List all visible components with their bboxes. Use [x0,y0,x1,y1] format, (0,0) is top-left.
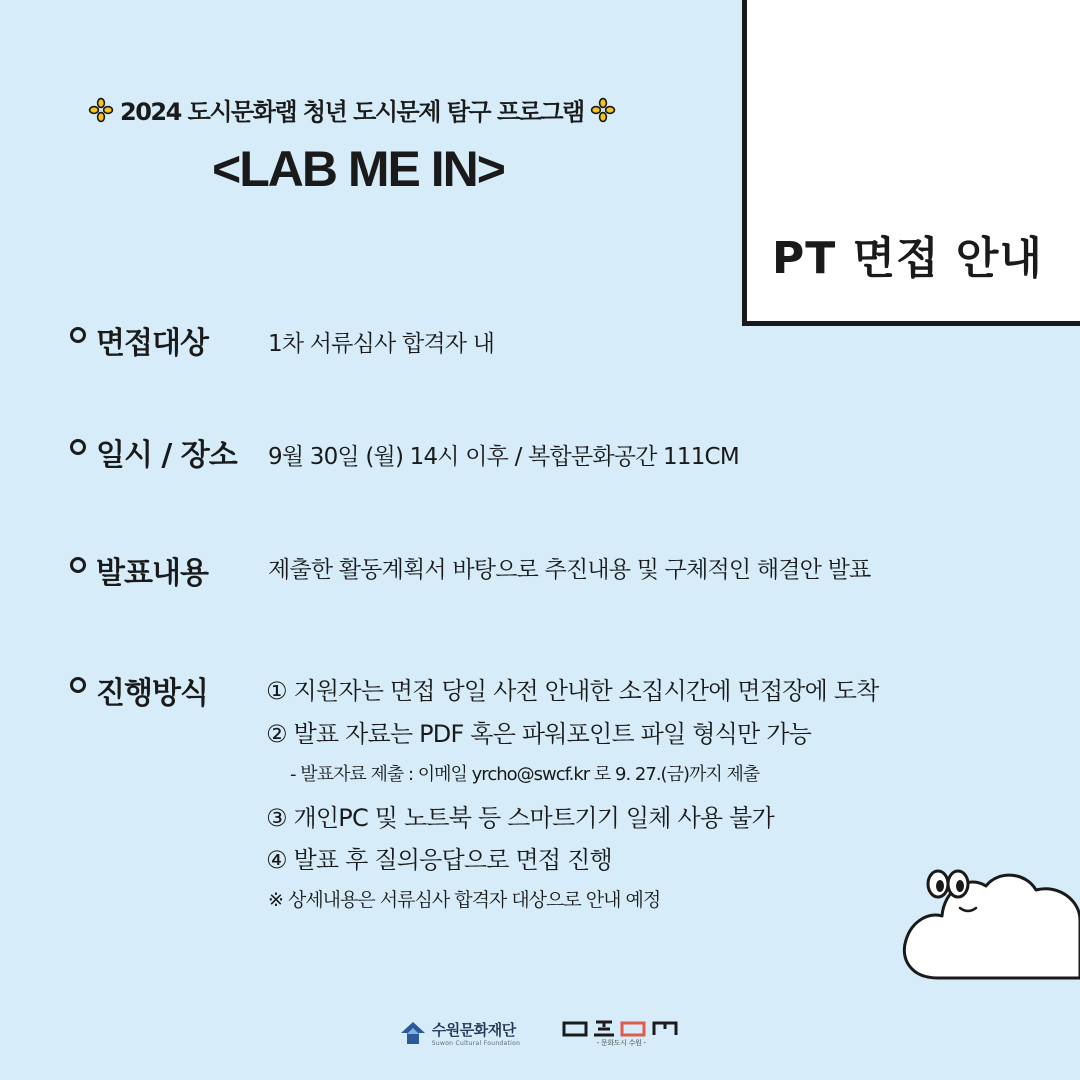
section-label-process [70,668,208,712]
bullet-icon [70,327,86,343]
section-value-target: 1차 서류심사 합격자 내 [268,331,495,357]
section-label-target [70,318,208,362]
sparkle-icon [590,97,616,123]
foundation-name-en: Suwon Cultural Foundation [431,1040,521,1047]
program-subtitle [88,92,668,127]
section-label-datetime [70,430,237,474]
sparkle-icon [88,97,114,123]
pt-interview-title: PT 면접 안내 [772,233,1043,284]
process-step: ③ 개인PC 및 노트북 등 스마트기기 일체 사용 불가 [266,804,774,832]
final-note: ※ 상세내용은 서류심사 합격자 대상으로 안내 예정 [268,889,661,911]
foundation-name-ko: 수원문화재단 [431,1021,516,1039]
bullet-icon [70,677,86,693]
program-subtitle-text: 2024 도시문화랩 청년 도시문제 탐구 프로그램 [120,98,584,126]
suwon-cultural-foundation-logo [400,1019,520,1047]
section-label-text: 발표내용 [96,556,208,591]
bullet-icon [70,439,86,455]
section-label-text: 면접대상 [96,326,208,361]
process-step: ① 지원자는 면접 당일 사전 안내한 소집시간에 면접장에 도착 [266,677,879,705]
cultural-city-suwon-logo [562,1018,680,1048]
bullet-icon [70,557,86,573]
cultural-city-wordmark-icon [562,1018,680,1038]
program-title: <LAB ME IN> [212,141,504,197]
section-value-datetime: 9월 30일 (월) 14시 이후 / 복합문화공간 111CM [268,444,739,470]
section-label-text: 일시 / 장소 [96,438,237,473]
process-step: ② 발표 자료는 PDF 혹은 파워포인트 파일 형식만 가능 [266,720,811,748]
process-step: ④ 발표 후 질의응답으로 면접 진행 [266,846,612,874]
cultural-city-caption: - 문화도시 수원 - [596,1039,646,1047]
cloud-character-icon [898,860,1080,990]
foundation-emblem-icon [400,1020,426,1046]
section-label-text: 진행방식 [96,676,208,711]
submission-note: - 발표자료 제출 : 이메일 yrcho@swcf.kr 로 9. 27.(금)까지 제출 [290,764,760,785]
section-label-content [70,548,208,592]
footer-logos [0,1018,1080,1048]
section-value-content: 제출한 활동계획서 바탕으로 추진내용 및 구체적인 해결안 발표 [268,557,871,583]
